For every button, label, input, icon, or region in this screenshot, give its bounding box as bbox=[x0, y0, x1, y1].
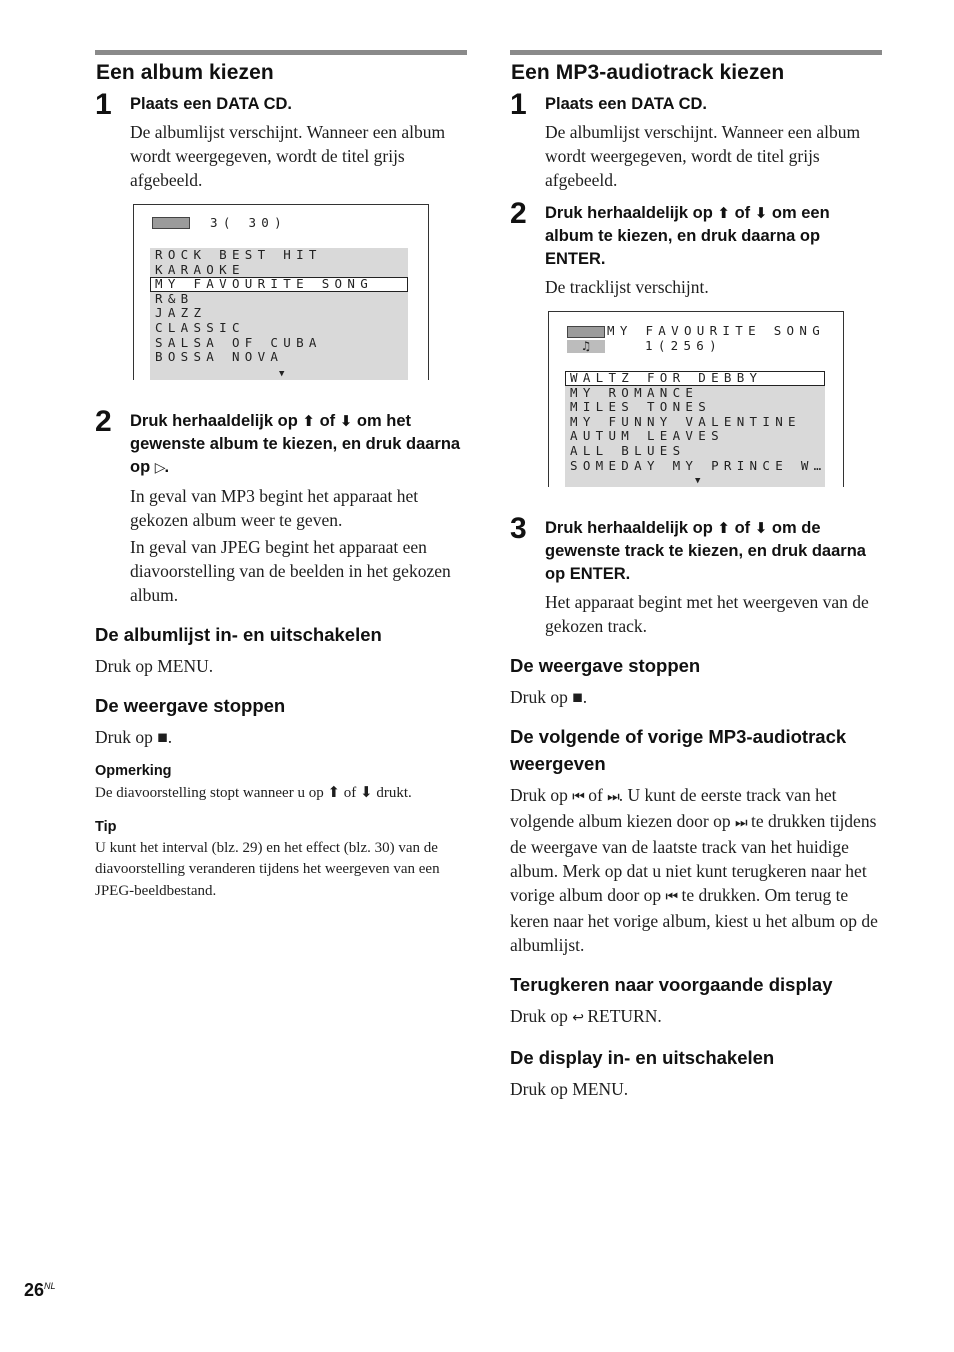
list-item[interactable]: ROCK BEST HIT bbox=[155, 247, 322, 262]
subsection-text: Druk op ⏮ of ⏭. U kunt de eerste track van het volgende album kiezen door op ⏭ te drukken tijdens de weergave van de laatste track van het huidige album. Merk op dat u niet kunt terugkeren naar het vorige album door op ⏮ te drukken. Om terug te keren naar het vorige album, kiest u het album op de albumlijst. bbox=[510, 785, 878, 955]
step-title: Druk herhaaldelijk op ⬆ of ⬇ om een album te kiezen, en druk daarna op ENTER. bbox=[545, 204, 830, 268]
album-icon bbox=[152, 217, 190, 229]
album-icon bbox=[567, 326, 605, 338]
list-item[interactable]: KARAOKE bbox=[155, 261, 245, 277]
step-number: 2 bbox=[95, 405, 112, 438]
remark-title: Opmerking bbox=[95, 763, 172, 779]
subsection-text: Druk op ↩ RETURN. bbox=[510, 1006, 662, 1026]
step-1 bbox=[510, 88, 882, 192]
remark-text: De diavoorstelling stopt wanneer u op ⬆ of ⬇ drukt. bbox=[95, 783, 412, 801]
subsection-title: De volgende of vorige MP3-audiotrack weergeven bbox=[510, 726, 847, 774]
list-item[interactable]: R&B bbox=[155, 290, 194, 306]
down-arrow-icon: ⬇ bbox=[754, 519, 768, 537]
previous-icon: ⏮ bbox=[572, 789, 584, 805]
subsection-title: De weergave stoppen bbox=[95, 695, 286, 716]
step-number: 3 bbox=[510, 512, 527, 545]
list-item[interactable]: AUTUM LEAVES bbox=[570, 428, 724, 444]
step-body: Het apparaat begint met het weergeven van de gekozen track. bbox=[545, 592, 869, 636]
play-icon: ▷ bbox=[154, 460, 165, 476]
album-list bbox=[150, 248, 408, 380]
step-body: In geval van JPEG begint het apparaat een diavoorstelling van de beelden in het gekozen album. bbox=[130, 537, 451, 605]
step-2 bbox=[95, 405, 467, 607]
down-arrow-icon: ⬇ bbox=[360, 783, 373, 801]
section-heading: Een MP3-audiotrack kiezen bbox=[511, 61, 785, 84]
tip-text: U kunt het interval (blz. 29) en het effect (blz. 30) van de diavoorstelling veranderen tijdens het weergeven van een JPEG-beeldbestand. bbox=[95, 839, 440, 899]
step-title: Druk herhaaldelijk op ⬆ of ⬇ om het gewenste album te kiezen, en druk daarna op ▷. bbox=[130, 412, 461, 476]
return-icon: ↩ bbox=[572, 1010, 583, 1026]
up-arrow-icon: ⬆ bbox=[717, 519, 730, 537]
step-title: Druk herhaaldelijk op ⬆ of ⬇ om de gewenste track te kiezen, en druk daarna op ENTER. bbox=[545, 519, 866, 583]
section-rule bbox=[95, 50, 467, 55]
subsection-title: De display in- en uitschakelen bbox=[510, 1047, 775, 1068]
subsection-title: De weergave stoppen bbox=[510, 655, 701, 676]
left-column bbox=[95, 50, 467, 902]
section-rule bbox=[510, 50, 882, 55]
down-arrow-icon: ⬇ bbox=[754, 204, 768, 222]
list-item[interactable]: MY FAVOURITE SONG bbox=[150, 277, 408, 292]
page-language: NL bbox=[44, 1281, 56, 1291]
stop-icon: ■ bbox=[157, 727, 168, 747]
stop-icon: ■ bbox=[572, 687, 583, 707]
list-item[interactable]: SALSA OF CUBA bbox=[155, 334, 322, 350]
step-2 bbox=[510, 197, 882, 299]
album-count: 3( 30) bbox=[210, 215, 287, 230]
list-item[interactable]: CLASSIC bbox=[155, 319, 245, 335]
step-body: De tracklijst verschijnt. bbox=[545, 277, 709, 297]
step-number: 2 bbox=[510, 197, 527, 230]
subsection-title: De albumlijst in- en uitschakelen bbox=[95, 624, 382, 645]
track-list bbox=[565, 371, 825, 487]
list-item[interactable]: ALL BLUES bbox=[570, 442, 686, 458]
list-item[interactable]: BOSSA NOVA bbox=[155, 349, 284, 365]
list-item[interactable]: WALTZ FOR DEBBY bbox=[565, 371, 825, 386]
subsection-text: Druk op ■. bbox=[510, 687, 588, 707]
step-1 bbox=[95, 88, 467, 192]
album-name: MY FAVOURITE SONG bbox=[607, 323, 826, 338]
previous-icon: ⏮ bbox=[665, 889, 678, 905]
next-icon: ⏭ bbox=[607, 789, 619, 805]
music-note-icon: ♫ bbox=[567, 340, 605, 353]
step-title: Plaats een DATA CD. bbox=[545, 95, 707, 113]
scroll-down-icon: ▼ bbox=[279, 369, 285, 379]
track-list-screen bbox=[548, 311, 844, 487]
step-number: 1 bbox=[95, 88, 112, 121]
list-item[interactable]: MY FUNNY VALENTINE bbox=[570, 413, 801, 429]
step-3 bbox=[510, 512, 882, 638]
list-item[interactable]: MILES TONES bbox=[570, 399, 712, 415]
subsection-text: Druk op ■. bbox=[95, 727, 173, 747]
step-title: Plaats een DATA CD. bbox=[130, 95, 292, 113]
subsection-text: Druk op MENU. bbox=[95, 656, 214, 676]
page-number: $26^{NL}$ bbox=[24, 1280, 56, 1300]
subsection-text: Druk op MENU. bbox=[510, 1079, 629, 1099]
step-body: De albumlijst verschijnt. Wanneer een album wordt weergegeven, wordt de titel grijs afgebeeld. bbox=[130, 122, 446, 190]
album-list-screen bbox=[133, 204, 429, 380]
down-arrow-icon: ⬇ bbox=[339, 412, 353, 430]
list-item[interactable]: SOMEDAY MY PRINCE W… bbox=[570, 457, 827, 473]
track-count: 1(256) bbox=[645, 338, 722, 353]
up-arrow-icon: ⬆ bbox=[717, 204, 730, 222]
section-heading: Een album kiezen bbox=[96, 61, 274, 84]
step-body: In geval van MP3 begint het apparaat het gekozen album weer te geven. bbox=[130, 486, 419, 530]
list-item[interactable]: MY ROMANCE bbox=[570, 384, 699, 400]
step-number: 1 bbox=[510, 88, 527, 121]
list-item[interactable]: JAZZ bbox=[155, 305, 207, 321]
up-arrow-icon: ⬆ bbox=[327, 783, 341, 801]
tip-title: Tip bbox=[95, 818, 117, 835]
right-column bbox=[510, 50, 882, 1101]
up-arrow-icon: ⬆ bbox=[302, 412, 315, 430]
next-icon: ⏭ bbox=[735, 815, 747, 831]
subsection-title: Terugkeren naar voorgaande display bbox=[510, 974, 833, 995]
step-body: De albumlijst verschijnt. Wanneer een album wordt weergegeven, wordt de titel grijs afgebeeld. bbox=[545, 122, 861, 190]
scroll-down-icon: ▼ bbox=[695, 476, 701, 486]
